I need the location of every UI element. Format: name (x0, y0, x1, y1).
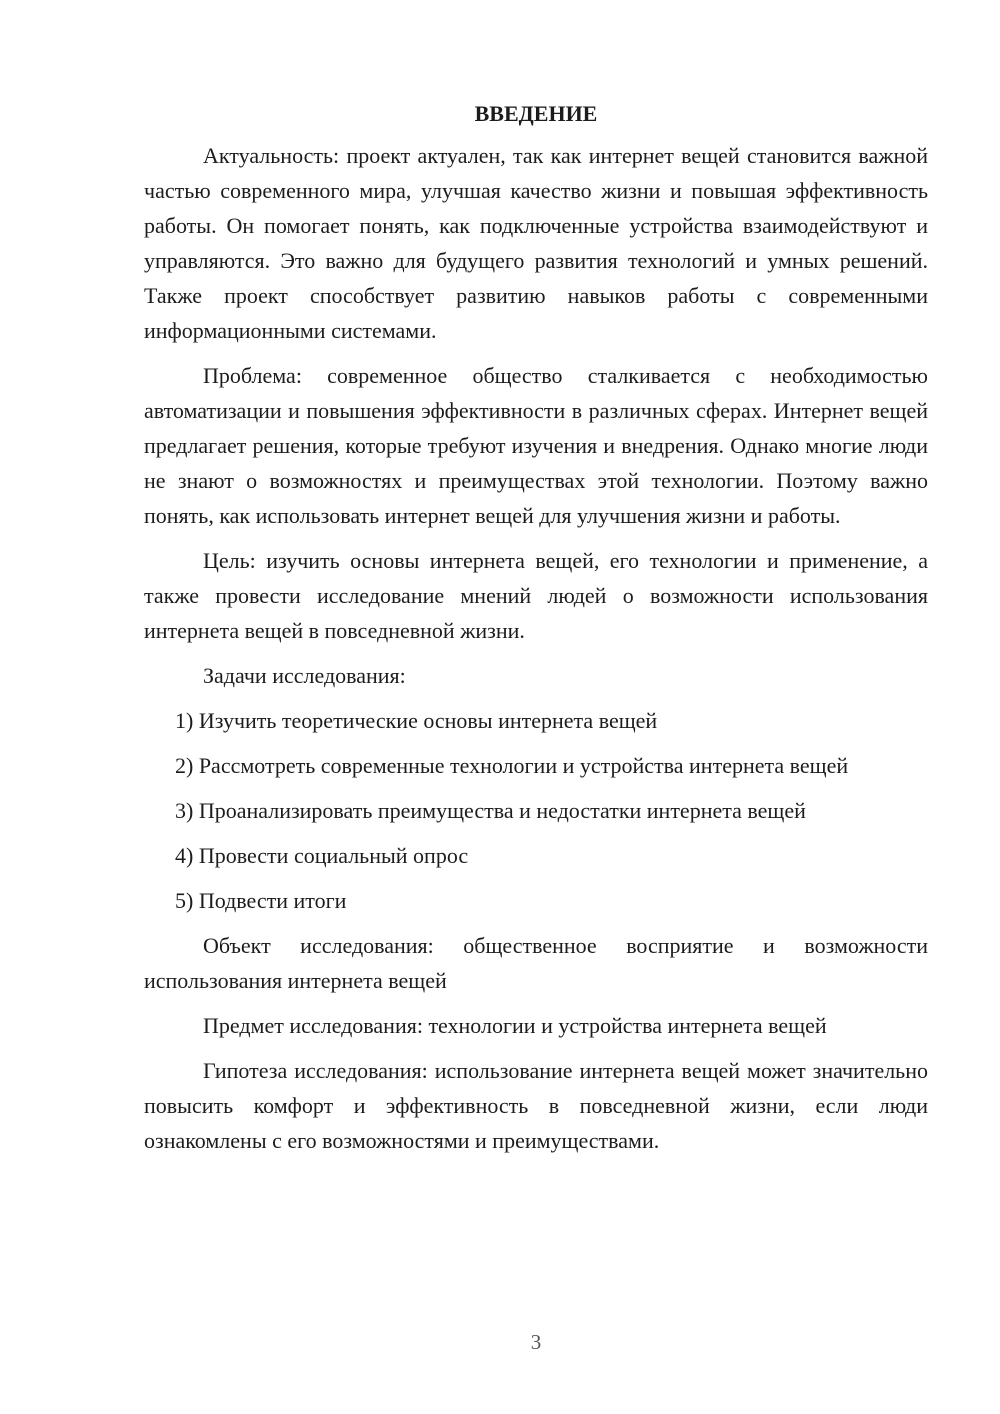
page-content (144, 96, 928, 1168)
task-item-3: 3) Проанализировать преимущества и недостатки интернета вещей (175, 798, 806, 823)
paragraph-problem: Проблема: современное общество сталкивается с необходимостью автоматизации и повышения эффективности в различных сферах. Интернет вещей предлагает решения, которые требуют изучения и внедрения. Однако многие люди не знают о возможностях и преимуществах этой технологии. Поэтому важно понять, как использовать интернет вещей для улучшения жизни и работы. (144, 363, 928, 528)
paragraph-relevance: Актуальность: проект актуален, так как интернет вещей становится важной частью современного мира, улучшая качество жизни и повышая эффективность работы. Он помогает понять, как подключенные устройства взаимодействуют и управляются. Это важно для будущего развития технологий и умных решений. Также проект способствует развитию навыков работы с современными информационными системами. (144, 143, 928, 343)
task-item-5: 5) Подвести итоги (175, 888, 347, 913)
task-item-1: 1) Изучить теоретические основы интернета вещей (175, 708, 658, 733)
page-number: 3 (530, 1330, 542, 1354)
paragraph-hypothesis: Гипотеза исследования: использование интернета вещей может значительно повысить комфорт и эффективность в повседневной жизни, если люди ознакомлены с его возможностями и преимуществами. (144, 1058, 928, 1153)
task-item-2: 2) Рассмотреть современные технологии и устройства интернета вещей (175, 753, 849, 778)
paragraph-object: Объект исследования: общественное восприятие и возможности использования интернета вещей (144, 933, 928, 993)
task-item-4: 4) Провести социальный опрос (175, 843, 469, 868)
paragraph-tasks-heading: Задачи исследования: (203, 663, 406, 688)
paragraph-goal: Цель: изучить основы интернета вещей, его технологии и применение, а также провести исследование мнений людей о возможности использования интернета вещей в повседневной жизни. (144, 548, 928, 643)
paragraph-subject: Предмет исследования: технологии и устройства интернета вещей (203, 1013, 827, 1038)
section-title: ВВЕДЕНИЕ (474, 101, 598, 126)
